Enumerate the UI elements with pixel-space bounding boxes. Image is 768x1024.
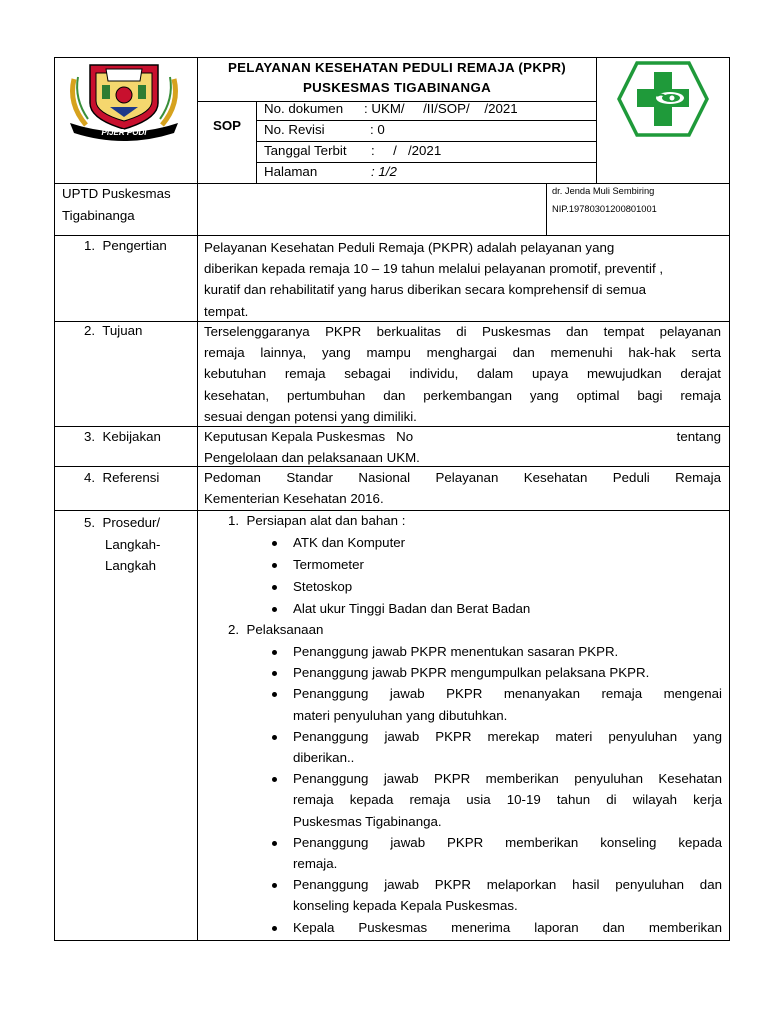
org-name-line2: Tigabinanga (62, 208, 135, 223)
meta-publish-date-label: Tanggal Terbit (264, 143, 347, 158)
header-row-line-4 (256, 162, 597, 163)
prosedur-step1-title: 1. Persiapan alat dan bahan : (228, 513, 406, 528)
meta-doc-number-label: No. dokumen (264, 101, 344, 116)
step2-item-line: Penanggung jawab PKPR merekap materi penyuluhan yang (293, 728, 722, 744)
section-body-tujuan (204, 321, 721, 427)
header-row-line-5 (54, 183, 730, 184)
meta-revision-value: : 0 (370, 122, 385, 137)
referensi-line: Pedoman Standar Nasional Pelayanan Kesehatan Peduli Remaja (204, 470, 721, 485)
header-row-line-3 (256, 141, 597, 142)
header-col-sop (256, 101, 257, 183)
step2-item (272, 874, 722, 916)
meta-publish-date-value: : / /2021 (371, 143, 442, 158)
step2-item-line: konseling kepada Kepala Puskesmas. (293, 898, 518, 914)
regional-crest-logo (64, 59, 184, 141)
meta-page-label: Halaman (264, 164, 318, 179)
step2-item (272, 917, 722, 938)
step2-item-line: Penanggung jawab PKPR menentukan sasaran PKPR. (293, 644, 619, 659)
pengertian-line: tempat. (204, 303, 249, 319)
step2-item-line: Penanggung jawab PKPR melaporkan hasil penyuluhan dan (293, 877, 722, 893)
step2-item (272, 768, 722, 832)
section-label-tujuan: 2. Tujuan (84, 323, 143, 338)
step2-item (272, 832, 722, 874)
pengertian-line: Pelayanan Kesehatan Peduli Remaja (PKPR) adalah pelayanan yang (204, 240, 615, 255)
prosedur-step2-list (272, 641, 722, 938)
tujuan-line: kebutuhan remaja sebagai individu, dalam upaya mewujudkan derajat (204, 366, 721, 382)
sop-label: SOP (212, 118, 242, 133)
step2-item-line: materi penyuluhan yang dibutuhkan. (293, 707, 508, 723)
document-title-line1: PELAYANAN KESEHATAN PEDULI REMAJA (PKPR) (227, 60, 567, 75)
pengertian-line: kuratif dan rehabilitatif yang harus diberikan secara komprehensif di semua (204, 282, 646, 298)
prosedur-label-line2: Langkah- (105, 536, 161, 552)
section-body-pengertian (204, 237, 721, 322)
header-row-line-2 (256, 120, 597, 121)
step2-item-line: Penanggung jawab PKPR menanyakan remaja mengenai (293, 686, 722, 702)
section-label-pengertian: 1. Pengertian (84, 238, 167, 253)
table-border-right (729, 57, 730, 941)
step1-item-text: Termometer (293, 557, 364, 572)
tujuan-line: remaja lainnya, yang mampu menghargai dan memenuhi hak-hak serta (204, 345, 721, 361)
document-title-line2: PUSKESMAS TIGABINANGA (302, 80, 492, 95)
prosedur-step1-list (272, 532, 722, 620)
step2-item (272, 641, 722, 662)
row-line-pengertian (54, 235, 730, 236)
step1-item-text: Stetoskop (293, 579, 353, 594)
step2-item-line: Penanggung jawab PKPR mengumpulkan pelaksana PKPR. (293, 665, 650, 681)
puskesmas-cross-icon (617, 60, 709, 138)
org-name-line1: UPTD Puskesmas (62, 186, 171, 201)
section-label-prosedur (84, 512, 160, 577)
prosedur-step2-title: 2. Pelaksanaan (228, 622, 324, 637)
referensi-line: Kementerian Kesehatan 2016. (204, 491, 384, 507)
step2-item-line: Penanggung jawab PKPR memberikan penyuluhan Kesehatan (293, 771, 722, 787)
step1-item (272, 532, 722, 554)
kebijakan-tentang-text: tentang (676, 429, 721, 444)
kebijakan-line2: Pengelolaan dan pelaksanaan UKM. (204, 450, 420, 466)
row-line-prosedur (54, 510, 730, 511)
prosedur-label-line3: Langkah (105, 558, 157, 573)
meta-page-value: : 1/2 (371, 164, 397, 179)
step2-item-line: remaja kepada remaja usia 10-19 tahun di wilayah kerja (293, 792, 722, 808)
section-label-referensi: 4. Referensi (84, 470, 160, 485)
step1-item (272, 554, 722, 576)
signer-nip: NIP.19780301200801001 (552, 204, 657, 214)
section-label-kebijakan: 3. Kebijakan (84, 429, 161, 444)
meta-doc-number-value: : UKM/ /II/SOP/ /2021 (364, 101, 518, 116)
svg-text:PIJER PODI: PIJER PODI (101, 128, 147, 137)
tujuan-line: sesuai dengan potensi yang dimiliki. (204, 408, 417, 424)
table-border-left (54, 57, 55, 941)
step2-item-line: remaja. (293, 856, 338, 872)
table-border-bottom (54, 940, 730, 941)
step2-item-line: Puskesmas Tigabinanga. (293, 813, 442, 829)
kebijakan-decree-text: Keputusan Kepala Puskesmas No (204, 429, 414, 444)
step2-item (272, 683, 722, 725)
signature-col-line (546, 183, 547, 235)
pengertian-line: diberikan kepada remaja 10 – 19 tahun melalui pelayanan promotif, preventif , (204, 261, 664, 277)
section-body-referensi (204, 467, 721, 509)
tujuan-line: Terselenggaranya PKPR berkualitas di Puskesmas dan tempat pelayanan (204, 324, 721, 339)
step1-item-text: Alat ukur Tinggi Badan dan Berat Badan (293, 601, 531, 616)
header-col-line-1 (197, 57, 198, 941)
crest-icon (64, 59, 184, 141)
step2-item (272, 662, 722, 683)
prosedur-label-line1: 5. Prosedur/ (84, 515, 161, 530)
step2-item-line: Kepala Puskesmas menerima laporan dan memberikan (293, 919, 722, 935)
section-body-kebijakan (204, 426, 721, 468)
step2-item-line: Penanggung jawab PKPR memberikan konseling kepada (293, 834, 722, 850)
step1-item-text: ATK dan Komputer (293, 535, 406, 550)
tujuan-line: kesehatan, pertumbuhan dan perkembangan yang optimal bagi remaja (204, 387, 721, 403)
step1-item (272, 598, 722, 620)
step2-item (272, 726, 722, 768)
puskesmas-logo (617, 60, 709, 138)
step1-item (272, 576, 722, 598)
step2-item-line: diberikan.. (293, 750, 355, 766)
signer-name: dr. Jenda Muli Sembiring (552, 186, 655, 196)
meta-revision-label: No. Revisi (264, 122, 325, 137)
